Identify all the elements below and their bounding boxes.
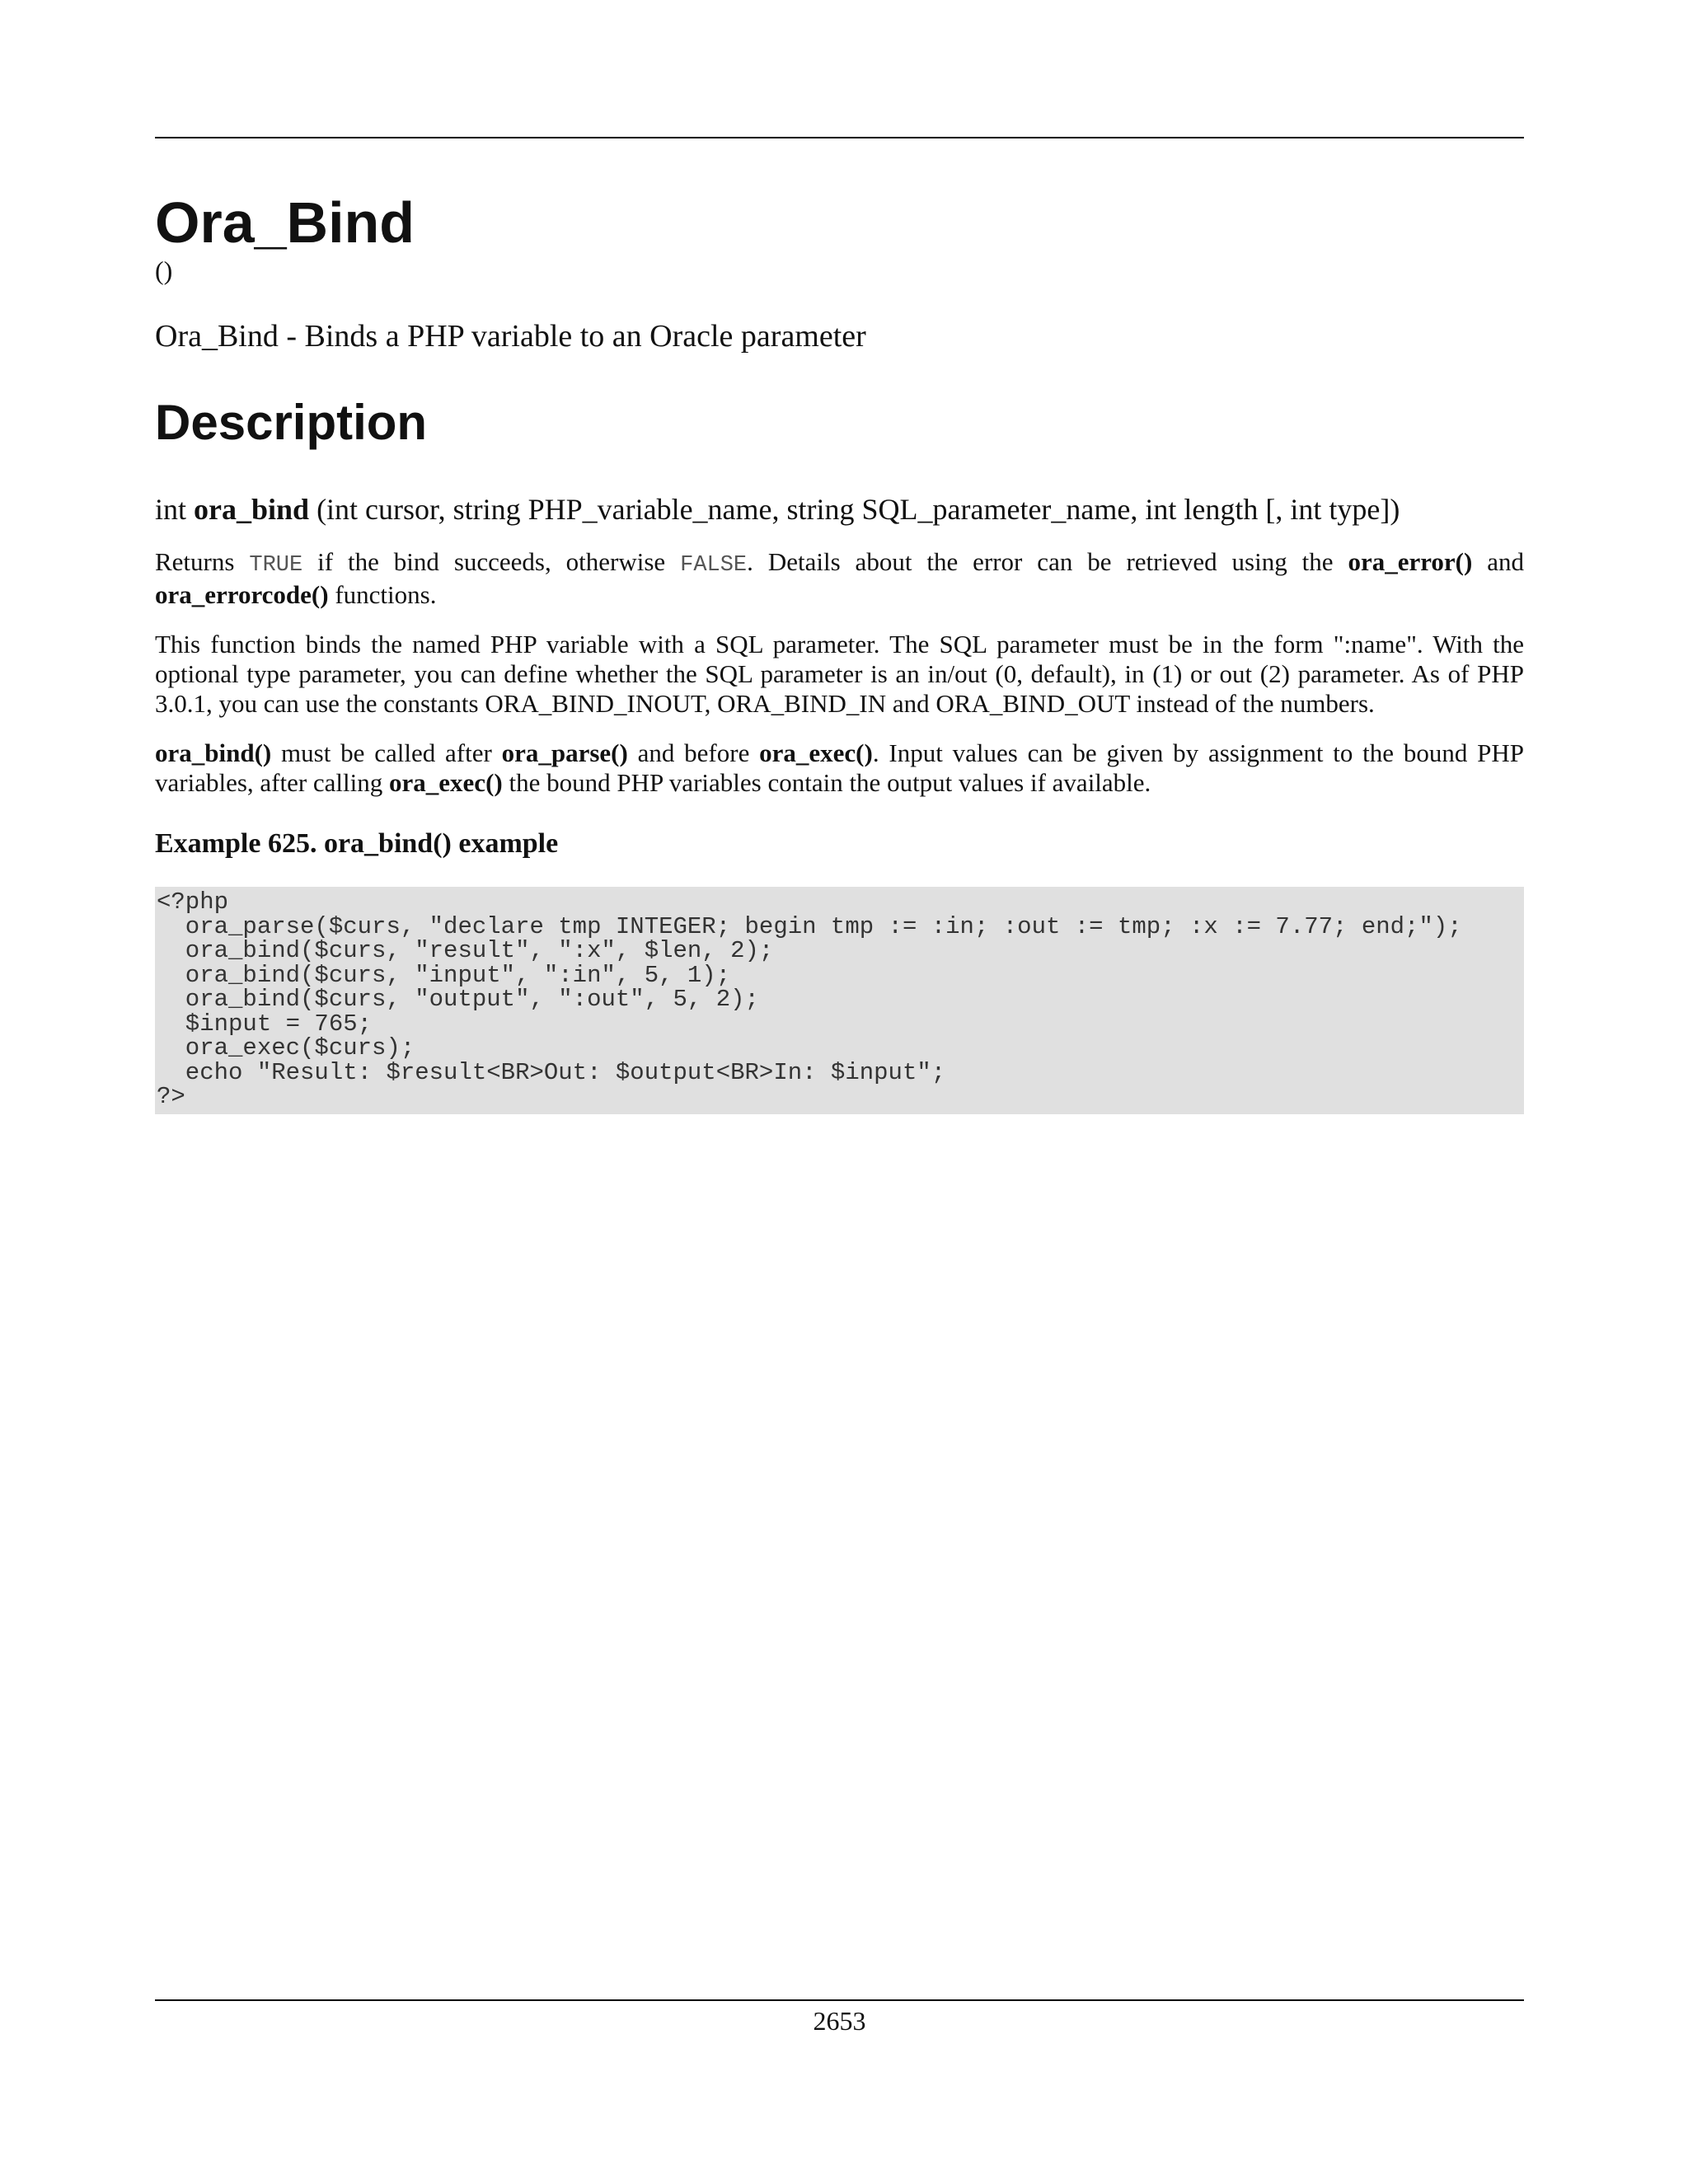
title-parens: () xyxy=(155,255,173,285)
text-run: if the bind succeeds, otherwise xyxy=(302,547,681,576)
function-ref-ora-exec: ora_exec() xyxy=(759,738,873,767)
text-run: the bound PHP variables contain the output values if available. xyxy=(502,768,1151,797)
synopsis-params: (int cursor, string PHP_variable_name, string SQL_parameter_name, int length [, int type]) xyxy=(316,493,1400,526)
ref-purpose: Ora_Bind - Binds a PHP variable to an Oracle parameter xyxy=(155,319,866,354)
text-run: and xyxy=(1472,547,1525,576)
constant-false: FALSE xyxy=(680,553,748,578)
code-example: <?php ora_parse($curs, "declare tmp INTEGER; begin tmp := :in; :out := tmp; :x := 7.77; end;"); ora_bind($curs, "result", ":x", $len, 2); ora_bind($curs, "input", ":in", 5, 1); ora_bind($curs, "output", ":out", 5, 2); $input = 765; ora_exec($curs); echo "Result: $result<BR>Out: $output<BR>In: $input"; ?> xyxy=(155,887,1524,1114)
page-number: 2653 xyxy=(813,2006,866,2036)
text-run: functions. xyxy=(328,580,437,609)
footer-rule xyxy=(155,1999,1524,2001)
section-title-description: Description xyxy=(155,395,428,450)
constant-true: TRUE xyxy=(249,553,303,578)
paragraph-returns xyxy=(155,547,1524,610)
function-synopsis xyxy=(155,491,1524,527)
text-run: . Input values can be given by assignment to the bound PHP variables, after calling xyxy=(155,738,1524,797)
page-title: Ora_Bind xyxy=(155,190,415,255)
text-run: . Details about the error can be retrieved using the xyxy=(747,547,1348,576)
function-ref-ora-bind: ora_bind() xyxy=(155,738,272,767)
page-content xyxy=(155,137,1524,1114)
example-title: Example 625. ora_bind() example xyxy=(155,828,559,859)
function-ref-ora-error: ora_error() xyxy=(1348,547,1473,576)
function-ref-ora-parse: ora_parse() xyxy=(501,738,628,767)
paragraph-call-order xyxy=(155,738,1524,798)
function-ref-ora-exec: ora_exec() xyxy=(389,768,503,797)
synopsis-return-type: int xyxy=(155,493,187,526)
text-run: must be called after xyxy=(271,738,502,767)
paragraph-bind-details: This function binds the named PHP variable with a SQL parameter. The SQL parameter must be in the form ":name". With the optional type parameter, you can define whether the SQL parameter is an in/out (0, default), in (1) or out (2) parameter. As of PHP 3.0.1, you can use the constants ORA_BIND_INOUT, ORA_BIND_IN and ORA_BIND_OUT instead of the numbers. xyxy=(155,630,1524,718)
text-run: Returns xyxy=(155,547,250,576)
synopsis-function-name: ora_bind xyxy=(194,493,310,526)
function-ref-ora-errorcode: ora_errorcode() xyxy=(155,580,329,609)
text-run: and before xyxy=(627,738,760,767)
